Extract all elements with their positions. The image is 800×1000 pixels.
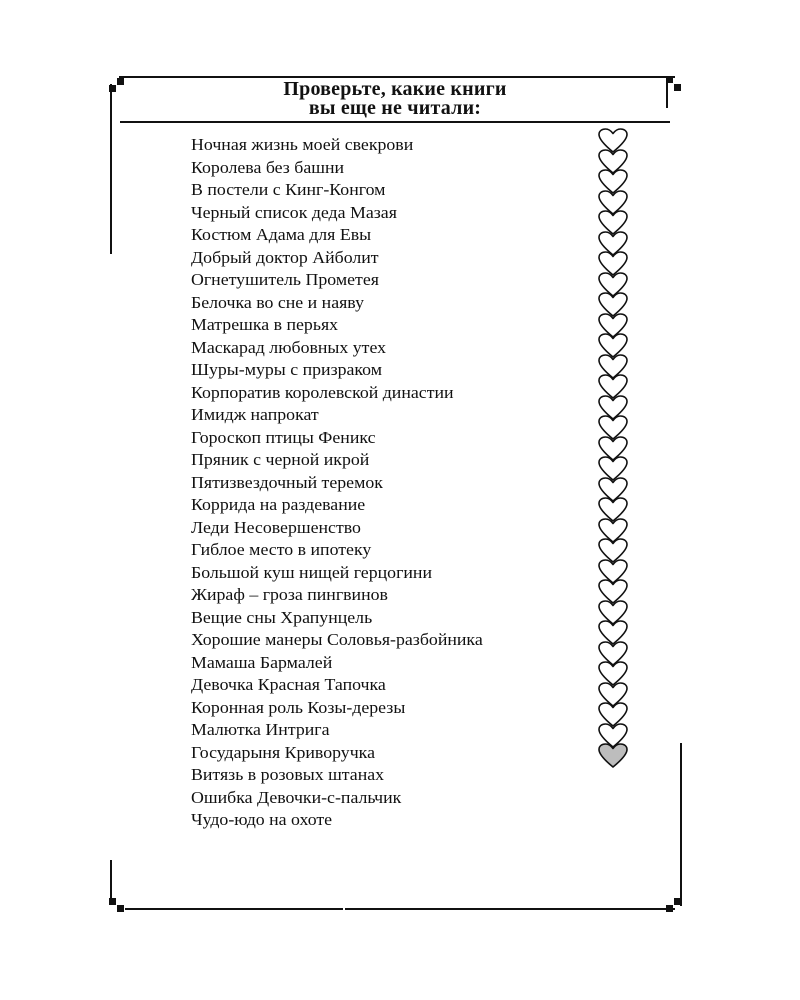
book-list-item	[191, 292, 641, 315]
book-list-item	[191, 652, 641, 675]
book-list-item	[191, 179, 641, 202]
book-title: Чудо-юдо на охоте	[191, 810, 333, 829]
frame-left-line	[110, 84, 112, 254]
title-line-2: вы еще не читали:	[308, 97, 482, 119]
book-title: Белочка во сне и наяву	[191, 292, 365, 312]
book-list-item	[191, 809, 641, 832]
corner-mark-bottom-right-2	[666, 905, 673, 912]
book-list-item	[191, 359, 641, 382]
book-list-item	[191, 719, 641, 742]
book-title: Государыня Криворучка	[191, 742, 375, 762]
book-list-item	[191, 562, 641, 585]
corner-mark-bottom-left	[109, 898, 116, 905]
book-list-item	[191, 517, 641, 540]
book-title: Шуры-муры с призраком	[191, 360, 383, 379]
book-list	[191, 134, 641, 832]
book-list-item	[191, 337, 641, 360]
book-title: Коррида на раздевание	[191, 495, 366, 514]
book-title: Гороскоп птицы Феникс	[191, 427, 376, 447]
book-title: Добрый доктор Айболит	[191, 247, 379, 267]
book-title: Ночная жизнь моей свекрови	[191, 135, 414, 154]
corner-mark-bottom-right	[674, 898, 681, 905]
book-title: В постели с Кинг-Конгом	[191, 180, 386, 199]
book-list-item	[191, 134, 641, 157]
book-title: Коронная роль Козы-дерезы	[191, 697, 406, 717]
book-title: Мамаша Бармалей	[191, 652, 333, 672]
book-list-item	[191, 607, 641, 630]
book-list-item	[191, 224, 641, 247]
corner-mark-top-right	[674, 84, 681, 91]
book-title: Витязь в розовых штанах	[191, 765, 385, 784]
book-list-item	[191, 157, 641, 180]
title-line-1: Проверьте, какие книги	[283, 78, 507, 100]
frame-right-bottom-line	[680, 743, 682, 906]
book-list-item	[191, 427, 641, 450]
book-list-item	[191, 404, 641, 427]
book-title: Ошибка Девочки-с-пальчик	[191, 787, 402, 807]
book-title: Пятизвездочный теремок	[191, 472, 383, 492]
page-title	[120, 80, 670, 118]
book-list-item	[191, 382, 641, 405]
book-title: Вещие сны Храпунцель	[191, 607, 373, 627]
book-list-item	[191, 472, 641, 495]
book-title: Огнетушитель Прометея	[191, 270, 379, 289]
book-title: Пряник с черной икрой	[191, 450, 370, 469]
corner-mark-bottom-left-2	[117, 905, 124, 912]
book-title: Маскарад любовных утех	[191, 337, 387, 357]
book-title: Имидж напрокат	[191, 405, 319, 424]
book-list-item	[191, 449, 641, 472]
book-list-item	[191, 539, 641, 562]
book-list-item	[191, 314, 641, 337]
book-list-item	[191, 629, 641, 652]
book-list-item	[191, 202, 641, 225]
book-title: Гиблое место в ипотеку	[191, 540, 372, 559]
book-title: Матрешка в перьях	[191, 315, 339, 334]
book-title: Черный список деда Мазая	[191, 202, 397, 222]
book-list-item	[191, 674, 641, 697]
frame-bottom-line-right	[345, 908, 675, 910]
book-title: Жираф – гроза пингвинов	[191, 585, 388, 604]
book-list-item	[191, 584, 641, 607]
heart-checkbox-icon[interactable]	[598, 128, 628, 151]
book-title: Костюм Адама для Евы	[191, 225, 372, 244]
book-list-item	[191, 787, 641, 810]
heart-checkbox-column	[598, 130, 628, 766]
title-underline	[120, 121, 670, 123]
book-list-item	[191, 247, 641, 270]
frame-bottom-line	[125, 908, 343, 910]
book-list-item	[191, 742, 641, 765]
book-title: Королева без башни	[191, 157, 345, 177]
corner-mark-top-left	[109, 85, 116, 92]
book-title: Хорошие манеры Соловья-разбойника	[191, 630, 483, 649]
book-list-item	[191, 269, 641, 292]
book-title: Корпоратив королевской династии	[191, 382, 454, 402]
book-title: Леди Несовершенство	[191, 517, 361, 537]
book-title: Девочка Красная Тапочка	[191, 675, 386, 694]
book-title: Малютка Интрига	[191, 720, 330, 739]
book-title: Большой куш нищей герцогини	[191, 562, 433, 582]
book-list-item	[191, 697, 641, 720]
book-list-item	[191, 494, 641, 517]
book-list-item	[191, 764, 641, 787]
